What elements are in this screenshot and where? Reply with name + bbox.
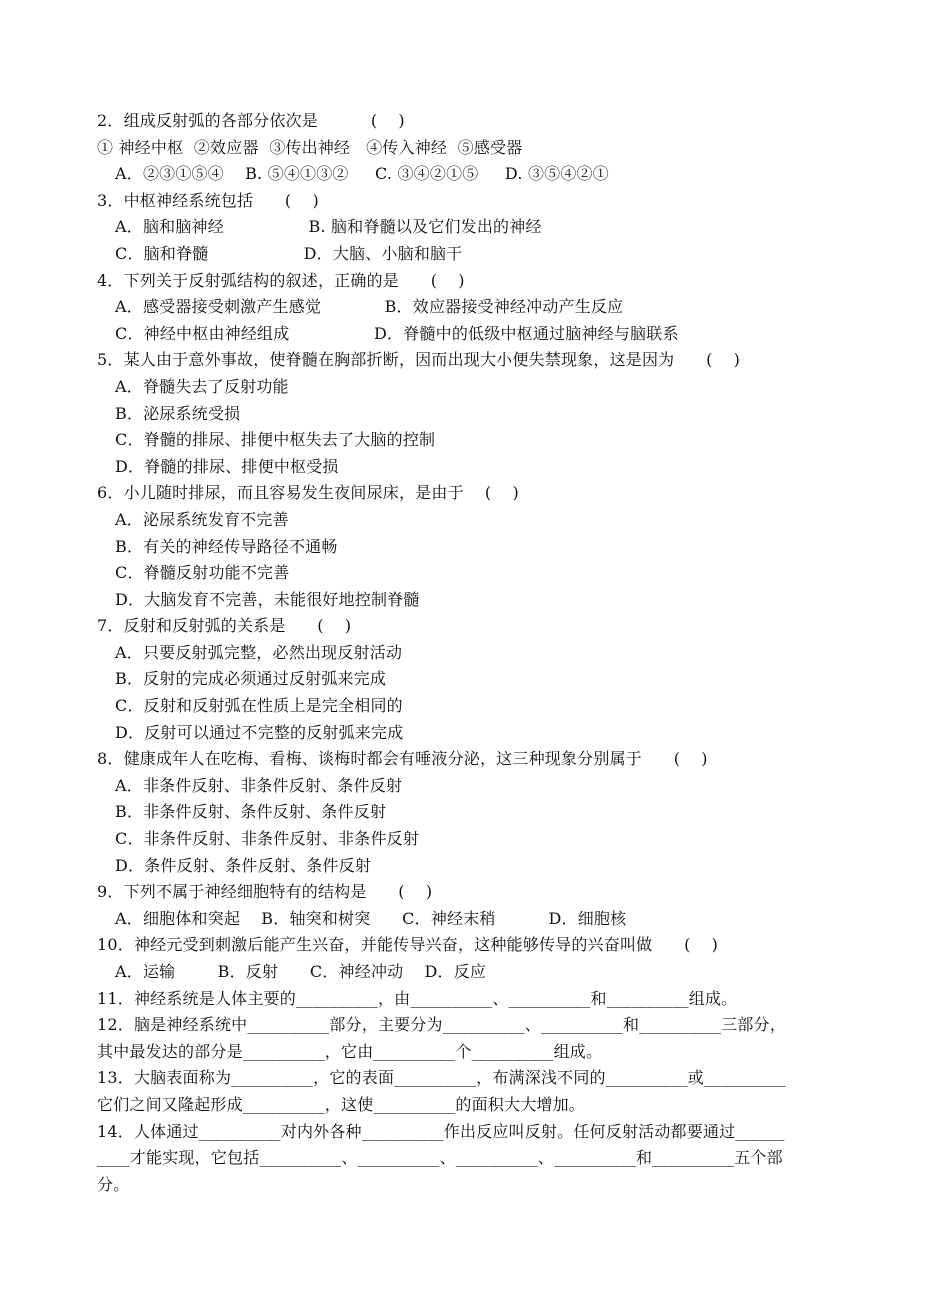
- answer-option-line: B．反射的完成必须通过反射弧来完成: [115, 669, 387, 689]
- answer-option-line: C．非条件反射、非条件反射、非条件反射: [115, 829, 420, 849]
- answer-option-line: D．脊髓的排尿、排便中枢受损: [115, 456, 339, 476]
- question-line: 5．某人由于意外事故，使脊髓在胸部折断，因而出现大小便失禁现象，这是因为 ( ): [97, 350, 741, 370]
- answer-option-line: C．神经中枢由神经组成 D．脊髓中的低级中枢通过脑神经与脑联系: [115, 323, 679, 343]
- question-line: 14．人体通过__________对内外各种__________作出反应叫反射。任何反射活动都要通过______: [97, 1121, 785, 1141]
- answer-option-line: A．运输 B．反射 C．神经冲动 D．反应: [115, 962, 487, 981]
- question-line: ____才能实现，它包括__________、__________、__________、__________和__________五个部: [97, 1148, 783, 1168]
- answer-option-line: A．②③①⑤④ B. ⑤④①③② C. ③④②①⑤ D. ③⑤④②①: [115, 164, 609, 184]
- question-line: 7．反射和反射弧的关系是 ( ): [97, 616, 352, 636]
- question-line: ① 神经中枢 ②效应器 ③传出神经 ④传入神经 ⑤感受器: [97, 137, 523, 157]
- answer-option-line: C．反射和反射弧在性质上是完全相同的: [115, 696, 403, 716]
- answer-option-line: A．脊髓失去了反射功能: [115, 376, 289, 396]
- answer-option-line: B．有关的神经传导路径不通畅: [115, 536, 338, 556]
- answer-option-line: C．脑和脊髓 D．大脑、小脑和脑干: [115, 243, 463, 263]
- question-line: 12．脑是神经系统中__________部分，主要分为__________、__________和__________三部分，: [97, 1015, 786, 1035]
- worksheet: [97, 108, 857, 1198]
- answer-option-line: A．感受器接受刺激产生感觉 B．效应器接受神经冲动产生反应: [115, 297, 624, 317]
- answer-option-line: B．非条件反射、条件反射、条件反射: [115, 802, 387, 822]
- question-line: 10．神经元受到刺激后能产生兴奋，并能传导兴奋，这种能够传导的兴奋叫做 ( ): [97, 935, 719, 955]
- question-line: 9．下列不属于神经细胞特有的结构是 ( ): [97, 882, 433, 902]
- answer-option-line: A．脑和脑神经 B. 脑和脊髓以及它们发出的神经: [115, 217, 542, 237]
- question-line: 2．组成反射弧的各部分依次是 ( ): [97, 111, 405, 130]
- answer-option-line: B．泌尿系统受损: [115, 403, 241, 423]
- answer-option-line: C．脊髓反射功能不完善: [115, 563, 290, 583]
- answer-option-line: D．反射可以通过不完整的反射弧来完成: [115, 722, 404, 742]
- question-line: 其中最发达的部分是__________，它由__________个__________组成。: [97, 1041, 603, 1061]
- question-line: 分。: [97, 1174, 130, 1194]
- answer-option-line: A．非条件反射、非条件反射、条件反射: [115, 775, 403, 795]
- answer-option-line: D．大脑发育不完善，未能很好地控制脊髓: [115, 589, 420, 609]
- question-line: 6．小儿随时排尿，而且容易发生夜间尿床，是由于 ( ): [97, 483, 519, 503]
- question-line: 8．健康成年人在吃梅、看梅、谈梅时都会有唾液分泌，这三种现象分别属于 ( ): [97, 749, 708, 769]
- question-line: 3．中枢神经系统包括 ( ): [97, 190, 319, 210]
- answer-option-line: D．条件反射、条件反射、条件反射: [115, 855, 372, 875]
- question-line: 它们之间又隆起形成__________，这使__________的面积大大增加。: [97, 1094, 586, 1114]
- answer-option-line: A．泌尿系统发育不完善: [115, 509, 289, 529]
- question-line: 11．神经系统是人体主要的__________，由__________、__________和__________组成。: [97, 988, 738, 1008]
- answer-option-line: A．只要反射弧完整，必然出现反射活动: [115, 642, 403, 662]
- question-line: 13．大脑表面称为__________，它的表面__________，布满深浅不同的__________或__________: [97, 1068, 786, 1088]
- answer-option-line: A．细胞体和突起 B．轴突和树突 C．神经末稍 D．细胞核: [115, 908, 627, 928]
- question-line: 4．下列关于反射弧结构的叙述，正确的是 ( ): [97, 270, 465, 290]
- answer-option-line: C．脊髓的排尿、排便中枢失去了大脑的控制: [115, 430, 436, 450]
